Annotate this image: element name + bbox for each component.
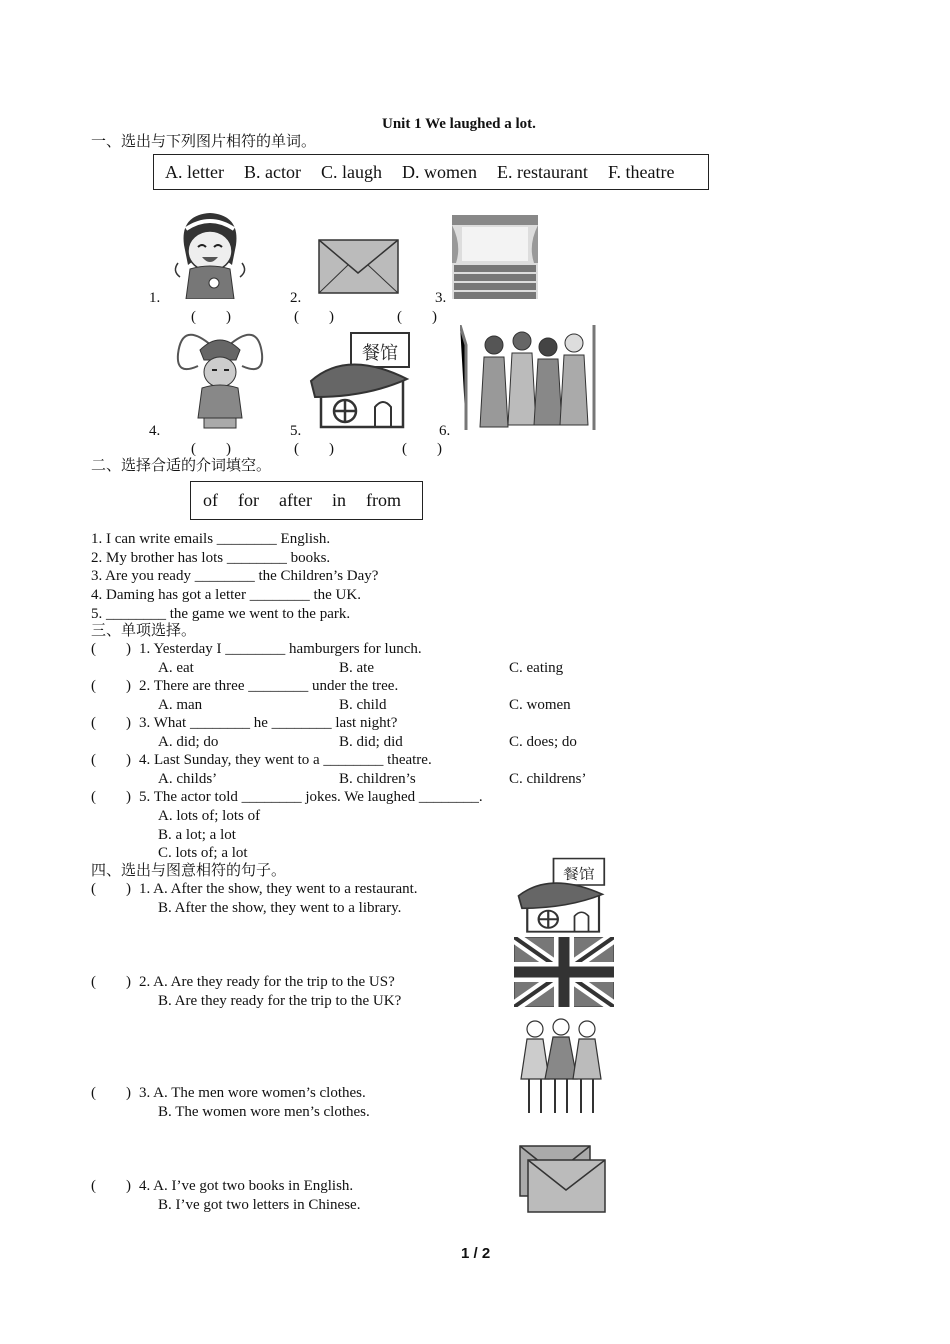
- pic-number: 1.: [149, 290, 161, 306]
- mc-question: 1. Yesterday I ________ hamburgers for lunch.: [139, 641, 422, 657]
- sentence-option-b: B. The women wore men’s clothes.: [158, 1104, 370, 1120]
- mc-option-b: B. child: [339, 697, 387, 713]
- laughing-girl-icon: [168, 207, 253, 299]
- answer-blank[interactable]: ( ): [397, 309, 437, 325]
- fill-blank-item: 2. My brother has lots ________ books.: [91, 550, 331, 566]
- fill-blank-item: 1. I can write emails ________ English.: [91, 531, 331, 547]
- mc-option-c: C. childrens’: [509, 771, 587, 787]
- answer-blank[interactable]: ( ): [294, 309, 334, 325]
- pic-number: 2.: [290, 290, 302, 306]
- restaurant-icon: [515, 857, 606, 934]
- page-title: Unit 1 We laughed a lot.: [382, 116, 536, 132]
- answer-blank[interactable]: ( ): [191, 309, 231, 325]
- restaurant-sign-text: 餐馆: [563, 865, 595, 883]
- answer-blank[interactable]: ( ): [402, 441, 442, 457]
- pic-number: 5.: [290, 423, 302, 439]
- mc-option-b: B. children’s: [339, 771, 416, 787]
- answer-paren[interactable]: ( ): [91, 881, 131, 897]
- answer-paren[interactable]: ( ): [91, 752, 131, 768]
- word-option: C. laugh: [320, 161, 382, 182]
- mc-option-a: A. eat: [158, 660, 194, 676]
- envelope-icon: [318, 239, 399, 294]
- mc-option-a: A. man: [158, 697, 203, 713]
- women-group-icon: [460, 325, 600, 430]
- section-4-heading: 四、选出与图意相符的句子。: [91, 863, 287, 879]
- mc-question: 5. The actor told ________ jokes. We laughed ________.: [139, 789, 483, 805]
- uk-flag-icon: [514, 937, 614, 1007]
- section-1-heading: 一、选出与下列图片相符的单词。: [91, 134, 317, 150]
- word-option: D. women: [401, 161, 477, 182]
- word-option: F. theatre: [607, 161, 675, 182]
- preposition-option: from: [365, 490, 401, 510]
- section-2-heading: 二、选择合适的介词填空。: [91, 458, 272, 474]
- mc-option-b: B. did; did: [339, 734, 403, 750]
- restaurant-icon: [307, 331, 411, 430]
- word-option: B. actor: [243, 161, 301, 182]
- fill-blank-item: 3. Are you ready ________ the Children’s Day?: [91, 568, 379, 584]
- sentence-option-a: 2. A. Are they ready for the trip to the US?: [139, 974, 395, 990]
- section-3-heading: 三、单项选择。: [91, 623, 197, 639]
- answer-paren[interactable]: ( ): [91, 715, 131, 731]
- sentence-option-a: 4. A. I’ve got two books in English.: [139, 1178, 354, 1194]
- sentence-option-b: B. I’ve got two letters in Chinese.: [158, 1197, 361, 1213]
- answer-paren[interactable]: ( ): [91, 974, 131, 990]
- pic-number: 6.: [439, 423, 451, 439]
- answer-blank[interactable]: ( ): [294, 441, 334, 457]
- mc-option-b: B. ate: [339, 660, 374, 676]
- answer-paren[interactable]: ( ): [91, 641, 131, 657]
- mc-option-c: C. does; do: [509, 734, 577, 750]
- mc-question: 4. Last Sunday, they went to a ________ theatre.: [139, 752, 432, 768]
- mc-option-c: C. women: [509, 697, 571, 713]
- mc-option-a: A. childs’: [158, 771, 218, 787]
- fill-blank-item: 5. ________ the game we went to the park.: [91, 606, 351, 622]
- answer-paren[interactable]: ( ): [91, 789, 131, 805]
- mc-option-b: B. a lot; a lot: [158, 827, 236, 843]
- preposition-option: of: [203, 490, 218, 510]
- answer-paren[interactable]: ( ): [91, 1178, 131, 1194]
- mc-option-c: C. lots of; a lot: [158, 845, 248, 861]
- pic-number: 4.: [149, 423, 161, 439]
- men-in-dresses-icon: [515, 1015, 607, 1118]
- mc-option-a: A. lots of; lots of: [158, 808, 261, 824]
- word-option: A. letter: [165, 161, 224, 182]
- answer-paren[interactable]: ( ): [91, 678, 131, 694]
- preposition-option: in: [331, 490, 346, 510]
- sentence-option-b: B. Are they ready for the trip to the UK?: [158, 993, 402, 1009]
- answer-blank[interactable]: ( ): [191, 441, 231, 457]
- mc-question: 2. There are three ________ under the tree.: [139, 678, 399, 694]
- theatre-icon: [452, 215, 538, 299]
- mc-option-c: C. eating: [509, 660, 564, 676]
- sentence-option-a: 1. A. After the show, they went to a restaurant.: [139, 881, 418, 897]
- sentence-option-a: 3. A. The men wore women’s clothes.: [139, 1085, 366, 1101]
- preposition-option: after: [279, 490, 312, 510]
- mc-question: 3. What ________ he ________ last night?: [139, 715, 398, 731]
- opera-actor-icon: [172, 326, 267, 430]
- word-bank-box: [153, 154, 709, 190]
- word-option: E. restaurant: [496, 161, 588, 182]
- two-envelopes-icon: [519, 1144, 607, 1214]
- page-number: 1 / 2: [461, 1245, 491, 1262]
- restaurant-sign-text: 餐馆: [362, 343, 398, 364]
- fill-blank-item: 4. Daming has got a letter ________ the UK.: [91, 587, 361, 603]
- pic-number: 3.: [435, 290, 447, 306]
- mc-option-a: A. did; do: [158, 734, 219, 750]
- preposition-bank-box: [190, 481, 423, 520]
- sentence-option-b: B. After the show, they went to a library.: [158, 900, 402, 916]
- preposition-option: for: [238, 490, 259, 510]
- answer-paren[interactable]: ( ): [91, 1085, 131, 1101]
